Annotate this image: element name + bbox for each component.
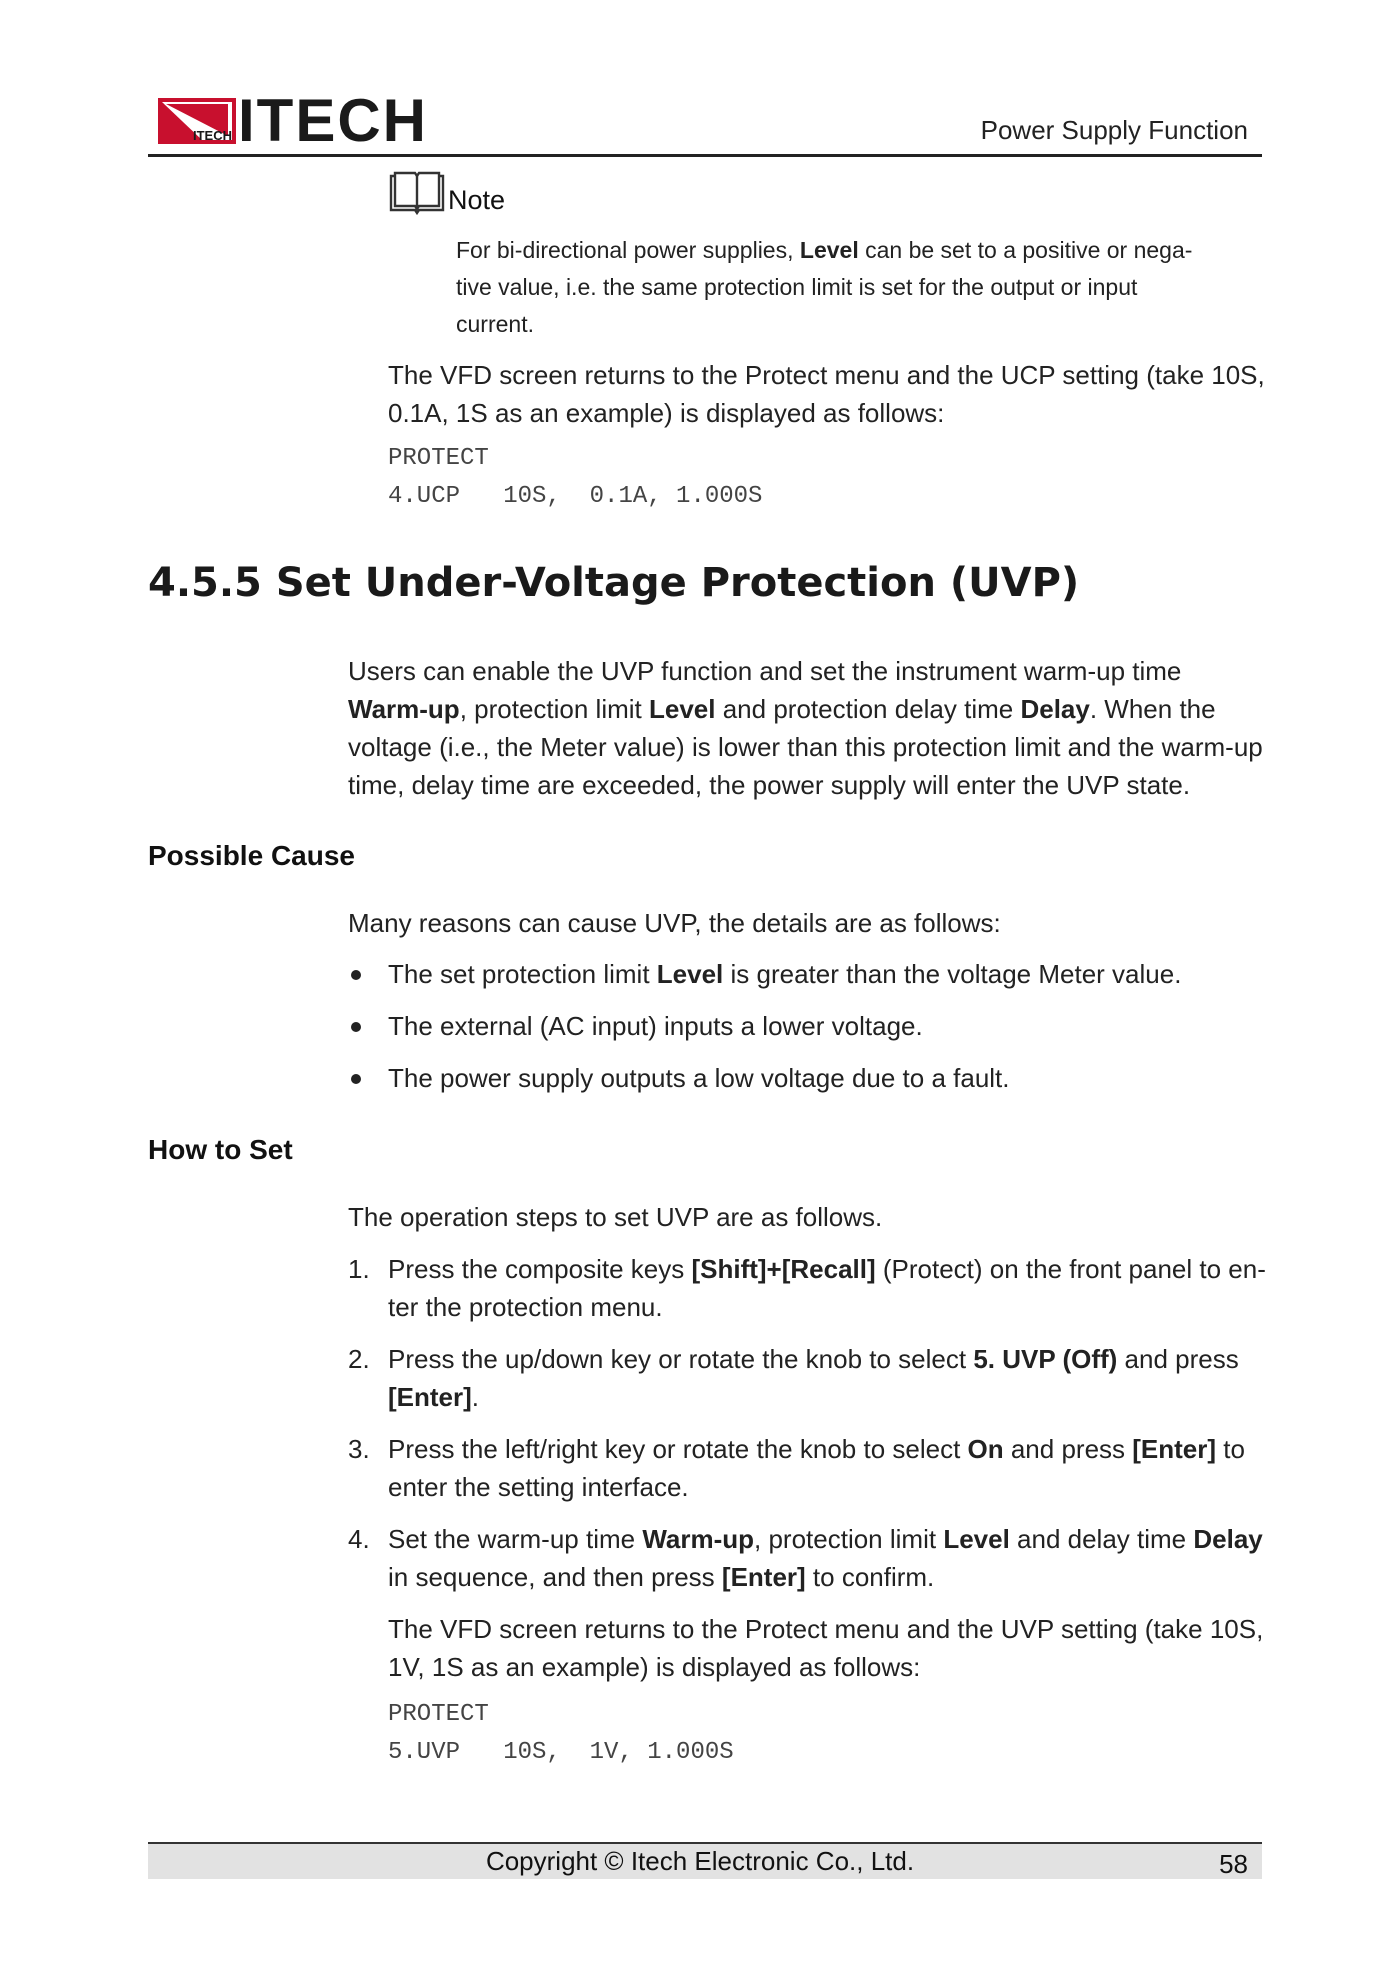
step-item bbox=[348, 1520, 1268, 1596]
itech-logo-mark-icon bbox=[158, 98, 236, 144]
bold-term: Delay bbox=[1020, 694, 1090, 724]
step-text: Press the up/down key or rotate the knob to select 5. UVP (Off) and press [Enter]. bbox=[388, 1344, 1239, 1412]
bold-term: [Enter] bbox=[1132, 1434, 1217, 1464]
possible-cause-heading: Possible Cause bbox=[148, 840, 355, 871]
bold-term: On bbox=[967, 1434, 1004, 1464]
ucp-screen-line-1: PROTECT bbox=[388, 445, 489, 472]
step-text: Press the composite keys [Shift]+[Recall] (Protect) on the front panel to en-ter the protection menu. bbox=[388, 1254, 1266, 1322]
how-to-set-steps bbox=[348, 1250, 1268, 1610]
step-item bbox=[348, 1250, 1268, 1326]
bold-term: Level bbox=[649, 694, 716, 724]
step-number: 4. bbox=[348, 1524, 370, 1554]
how-to-set-intro: The operation steps to set UVP are as follows. bbox=[348, 1202, 883, 1232]
note-label: Note bbox=[448, 185, 506, 215]
list-item bbox=[348, 1007, 1268, 1045]
list-item-text: The set protection limit Level is greater than the voltage Meter value. bbox=[388, 959, 1182, 989]
footer-copyright: Copyright © Itech Electronic Co., Ltd. bbox=[485, 1846, 915, 1876]
uvp-screen-line-2: 5.UVP 10S, 1V, 1.000S bbox=[388, 1739, 734, 1766]
list-item bbox=[348, 1059, 1268, 1097]
bold-term: Level bbox=[799, 237, 859, 263]
list-item-text: The power supply outputs a low voltage due to a fault. bbox=[388, 1063, 1010, 1093]
ucp-intro-text: The VFD screen returns to the Protect menu and the UCP setting (take 10S, 0.1A, 1S as an example) is displayed as follows: bbox=[388, 360, 1265, 428]
header-section-name: Power Supply Function bbox=[980, 115, 1248, 145]
note-body: For bi-directional power supplies, Level can be set to a positive or nega-tive value, i.e. the same protection limit is set for the output or input current. bbox=[456, 237, 1193, 337]
bold-term: 5. UVP (Off) bbox=[973, 1344, 1118, 1374]
bold-term: Warm-up bbox=[642, 1524, 755, 1554]
bullet-icon bbox=[351, 970, 361, 980]
logo-text: ITECH bbox=[238, 87, 428, 154]
list-item bbox=[348, 955, 1268, 993]
bold-term: [Enter] bbox=[388, 1382, 472, 1412]
bold-term: Level bbox=[656, 959, 724, 989]
bold-term: Delay bbox=[1193, 1524, 1263, 1554]
ucp-screen-line-2: 4.UCP 10S, 0.1A, 1.000S bbox=[388, 483, 763, 510]
bold-term: Warm-up bbox=[348, 694, 460, 724]
step-text: Press the left/right key or rotate the knob to select On and press [Enter] to enter the setting interface. bbox=[388, 1434, 1245, 1502]
step-item bbox=[348, 1430, 1268, 1506]
uvp-screen-line-1: PROTECT bbox=[388, 1701, 489, 1728]
step-number: 3. bbox=[348, 1434, 370, 1464]
note-heading bbox=[388, 170, 505, 216]
step-text: Set the warm-up time Warm-up, protection limit Level and delay time Delay in sequence, and then press [Enter] to confirm. bbox=[388, 1524, 1263, 1592]
uvp-intro-text: Users can enable the UVP function and set the instrument warm-up time Warm-up, protection limit Level and protection delay time Delay. When the voltage (i.e., the Meter value) is lower than this protection limit and the warm-up time, delay time are exceeded, the power supply will enter the UVP state. bbox=[348, 656, 1263, 800]
section-title: 4.5.5 Set Under-Voltage Protection (UVP) bbox=[148, 560, 1080, 606]
step-number: 1. bbox=[348, 1254, 370, 1284]
bold-term: Level bbox=[943, 1524, 1010, 1554]
bullet-icon bbox=[351, 1074, 361, 1084]
bold-term: [Enter] bbox=[721, 1562, 806, 1592]
footer-divider bbox=[148, 1842, 1262, 1844]
logo-mark-text: ITECH bbox=[193, 128, 232, 143]
page-number: 58 bbox=[1219, 1849, 1248, 1879]
bold-term: [Shift]+[Recall] bbox=[691, 1254, 876, 1284]
list-item-text: The external (AC input) inputs a lower voltage. bbox=[388, 1011, 923, 1041]
bullet-icon bbox=[351, 1022, 361, 1032]
header-divider bbox=[148, 154, 1262, 157]
possible-cause-intro: Many reasons can cause UVP, the details are as follows: bbox=[348, 908, 1001, 938]
how-to-set-heading: How to Set bbox=[148, 1134, 293, 1165]
itech-logo bbox=[158, 87, 428, 154]
uvp-result-intro: The VFD screen returns to the Protect menu and the UVP setting (take 10S, 1V, 1S as an example) is displayed as follows: bbox=[388, 1614, 1264, 1682]
book-note-icon bbox=[388, 170, 446, 216]
step-item bbox=[348, 1340, 1268, 1416]
possible-cause-list bbox=[348, 955, 1268, 1111]
step-number: 2. bbox=[348, 1344, 370, 1374]
